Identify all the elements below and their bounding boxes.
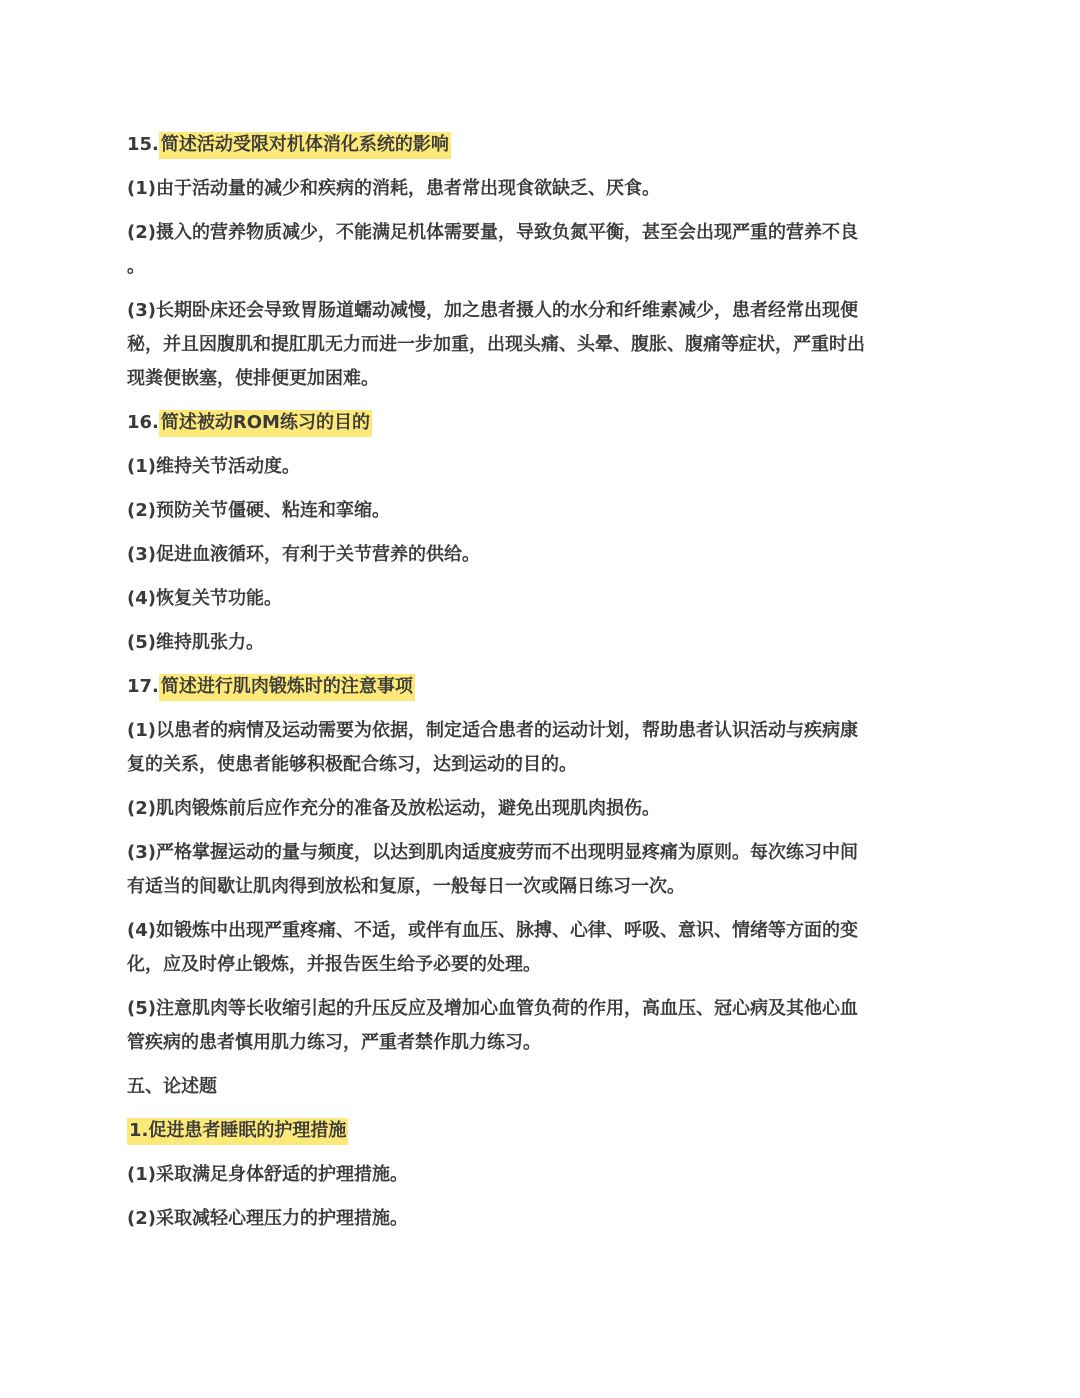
essay-number: 1.: [129, 1120, 149, 1141]
answer-line: (2)预防关节僵硬、粘连和挛缩。: [127, 500, 390, 521]
answer-line: (2)肌肉锻炼前后应作充分的准备及放松运动，避免出现肌肉损伤。: [127, 798, 660, 819]
section-heading: 五、论述题: [127, 1076, 217, 1097]
answer-line: (4)如锻炼中出现严重疼痛、不适，或伴有血压、脉搏、心律、呼吸、意识、情绪等方面的变: [127, 920, 858, 941]
answer-line-cont: 现粪便嵌塞，使排便更加困难。: [127, 368, 379, 389]
answer-line-cont: 秘，并且因腹肌和提肛肌无力而进一步加重，出现头痛、头晕、腹胀、腹痛等症状，严重时出: [127, 334, 865, 355]
answer-line-cont: 。: [127, 256, 145, 277]
question-heading-17: [127, 670, 957, 704]
essay-title: 促进患者睡眠的护理措施: [148, 1120, 347, 1141]
answer-line-cont: 复的关系，使患者能够积极配合练习，达到运动的目的。: [127, 754, 577, 775]
essay-title-highlight: [127, 1118, 348, 1145]
answer-line: (1)由于活动量的减少和疾病的消耗，患者常出现食欲缺乏、厌食。: [127, 178, 660, 199]
answer-line: (1)采取满足身体舒适的护理措施。: [127, 1164, 408, 1185]
answer-line: (4)恢复关节功能。: [127, 588, 282, 609]
answer-line-cont: 管疾病的患者慎用肌力练习，严重者禁作肌力练习。: [127, 1032, 541, 1053]
document-page: [127, 128, 957, 1236]
question-heading-16: [127, 406, 957, 440]
answer-line: (3)严格掌握运动的量与频度，以达到肌肉适度疲劳而不出现明显疼痛为原则。每次练习中间: [127, 842, 858, 863]
answer-line: (3)促进血液循环，有利于关节营养的供给。: [127, 544, 480, 565]
question-title-highlight: 简述进行肌肉锻炼时的注意事项: [159, 674, 415, 701]
question-number: 16.: [127, 412, 159, 433]
essay-heading-1: [127, 1114, 957, 1148]
answer-line: (5)注意肌肉等长收缩引起的升压反应及增加心血管负荷的作用，高血压、冠心病及其他心血: [127, 998, 858, 1019]
answer-line: (2)采取减轻心理压力的护理措施。: [127, 1208, 408, 1229]
answer-line: (3)长期卧床还会导致胃肠道蠕动减慢，加之患者摄人的水分和纤维素减少，患者经常出现便: [127, 300, 858, 321]
question-number: 17.: [127, 676, 159, 697]
answer-line: (2)摄入的营养物质减少，不能满足机体需要量，导致负氮平衡，甚至会出现严重的营养不良: [127, 222, 858, 243]
question-title-highlight: 简述活动受限对机体消化系统的影响: [159, 132, 451, 159]
answer-line-cont: 有适当的间歇让肌肉得到放松和复原，一般每日一次或隔日练习一次。: [127, 876, 685, 897]
answer-line: (1)维持关节活动度。: [127, 456, 300, 477]
question-heading-15: [127, 128, 957, 162]
answer-line-cont: 化，应及时停止锻炼，并报告医生给予必要的处理。: [127, 954, 541, 975]
answer-line: (5)维持肌张力。: [127, 632, 264, 653]
answer-line: (1)以患者的病情及运动需要为依据，制定适合患者的运动计划，帮助患者认识活动与疾病康: [127, 720, 858, 741]
question-title-highlight: 简述被动ROM练习的目的: [159, 410, 372, 437]
question-number: 15.: [127, 134, 159, 155]
